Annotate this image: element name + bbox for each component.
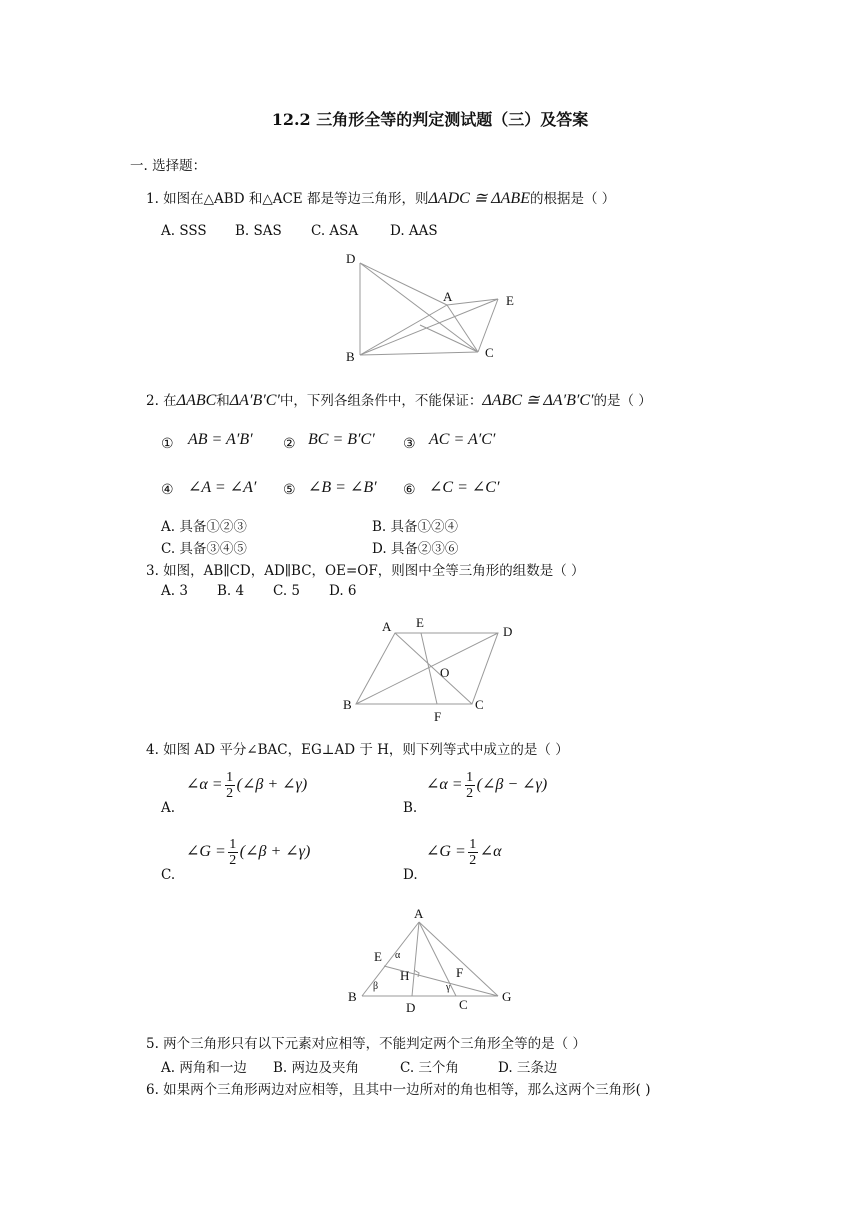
q4-b-rhs: (∠β − ∠γ) (476, 776, 548, 794)
q3-label-a: A (382, 619, 392, 634)
q2-m2: ΔA′B′C′ (229, 392, 280, 409)
q2-p2: 和 (216, 393, 230, 409)
q4-a-rhs: (∠β + ∠γ) (236, 776, 308, 794)
question-1-prefix: 1. 如图在△ABD 和△ACE 都是等边三角形，则 (146, 191, 429, 207)
q3-label-c: C (475, 697, 484, 712)
q4-label-f: F (456, 965, 464, 980)
q1-label-c: C (485, 345, 494, 360)
q2-option-c: C. 具备③④⑤ (161, 541, 247, 557)
q2-cond-2: BC = B′C′ (308, 431, 375, 448)
q4-c-num: 1 (229, 837, 237, 852)
q2-cond-3: AC = A′C′ (429, 431, 496, 448)
q2-cond-6: ∠C = ∠C′ (429, 479, 500, 496)
q4-b-den: 2 (466, 786, 474, 801)
q2-cond-6-num: ⑥ (403, 482, 416, 498)
q1-label-d: D (346, 251, 356, 266)
question-4: 4. 如图 AD 平分∠BAC，EG⊥AD 于 H，则下列等式中成立的是（ ） (146, 742, 569, 758)
q2-cond-5: ∠B = ∠B′ (308, 479, 377, 496)
q4-c-lhs: ∠G = (186, 843, 226, 861)
q4-option-d-letter: D. (403, 867, 418, 883)
q2-cond-3-num: ③ (403, 436, 416, 452)
q4-d-rhs: ∠α (479, 843, 502, 861)
q1-label-a: A (443, 289, 453, 304)
q1-option-b: B. SAS (235, 223, 282, 239)
q4-b-lhs: ∠α = (426, 776, 463, 794)
q4-option-c-letter: C. (161, 867, 176, 883)
q2-m3: ΔABC ≅ ΔA′B′C′ (482, 392, 594, 409)
q2-cond-4: ∠A = ∠A′ (188, 479, 257, 496)
question-6: 6. 如果两个三角形两边对应相等，且其中一边所对的角也相等，那么这两个三角形( ) (146, 1082, 651, 1098)
q2-m1: ΔABC (176, 392, 217, 409)
q2-cond-4-num: ④ (161, 482, 174, 498)
q4-option-b-letter: B. (403, 800, 418, 816)
question-1-math: ΔADC ≅ ΔABE (428, 190, 530, 207)
q2-cond-1-num: ① (161, 436, 174, 452)
q4-b-num: 1 (466, 770, 474, 785)
q4-a-den: 2 (226, 786, 234, 801)
q2-option-d: D. 具备②③⑥ (372, 541, 459, 557)
q2-p3: 中，下列各组条件中，不能保证： (279, 393, 483, 409)
q2-option-a: A. 具备①②③ (161, 519, 247, 535)
q4-a-num: 1 (226, 770, 234, 785)
page-title: 12.2 三角形全等的判定测试题（三）及答案 (271, 110, 589, 129)
q4-option-a-letter: A. (161, 800, 176, 816)
q2-p4: 的是（ ） (593, 393, 652, 409)
q4-label-d: D (406, 1000, 416, 1015)
q2-cond-2-num: ② (283, 436, 296, 452)
q4-c-den: 2 (229, 853, 237, 868)
q3-label-o: O (440, 665, 450, 680)
q1-label-e: E (506, 293, 514, 308)
q4-label-e: E (374, 949, 382, 964)
q4-label-beta: β (373, 981, 379, 992)
q1-option-a: A. SSS (161, 223, 207, 239)
section-heading: 一. 选择题： (130, 158, 207, 174)
q4-d-num: 1 (469, 837, 477, 852)
q3-option-c: C. 5 (273, 583, 301, 599)
q3-label-f: F (434, 709, 442, 724)
q4-label-c: C (459, 997, 468, 1012)
q3-option-a: A. 3 (161, 583, 188, 599)
q4-label-g: G (502, 989, 512, 1004)
q4-d-lhs: ∠G = (426, 843, 466, 861)
q4-d-den: 2 (469, 853, 477, 868)
q3-label-e: E (416, 615, 424, 630)
q4-figure-lines (362, 922, 498, 996)
question-5: 5. 两个三角形只有以下元素对应相等，不能判定两个三角形全等的是（ ） (146, 1036, 586, 1052)
q4-label-a: A (414, 906, 424, 921)
q5-option-b: B. 两边及夹角 (273, 1060, 360, 1076)
question-3: 3. 如图，AB∥CD，AD∥BC，OE=OF，则图中全等三角形的组数是（ ） (146, 563, 585, 579)
q5-option-c: C. 三个角 (400, 1060, 459, 1076)
q2-cond-5-num: ⑤ (283, 482, 296, 498)
q4-label-gamma: γ (446, 982, 451, 993)
q2-p1: 2. 在 (146, 393, 177, 409)
q3-label-d: D (503, 624, 513, 639)
q4-label-h: H (400, 968, 410, 983)
question-1-suffix: 的根据是（ ） (529, 191, 616, 207)
q4-label-b: B (348, 989, 357, 1004)
q4-c-rhs: (∠β + ∠γ) (239, 843, 311, 861)
q4-label-alpha: α (395, 950, 401, 961)
q3-option-b: B. 4 (217, 583, 245, 599)
q2-option-b: B. 具备①②④ (372, 519, 459, 535)
q1-label-b: B (346, 349, 355, 364)
q4-a-lhs: ∠α = (186, 776, 223, 794)
q2-cond-1: AB = A′B′ (188, 431, 253, 448)
q1-option-c: C. ASA (311, 223, 359, 239)
q1-option-d: D. AAS (390, 223, 438, 239)
q5-option-a: A. 两角和一边 (161, 1060, 247, 1076)
q5-option-d: D. 三条边 (498, 1060, 558, 1076)
q3-option-d: D. 6 (329, 583, 357, 599)
q3-label-b: B (343, 697, 352, 712)
